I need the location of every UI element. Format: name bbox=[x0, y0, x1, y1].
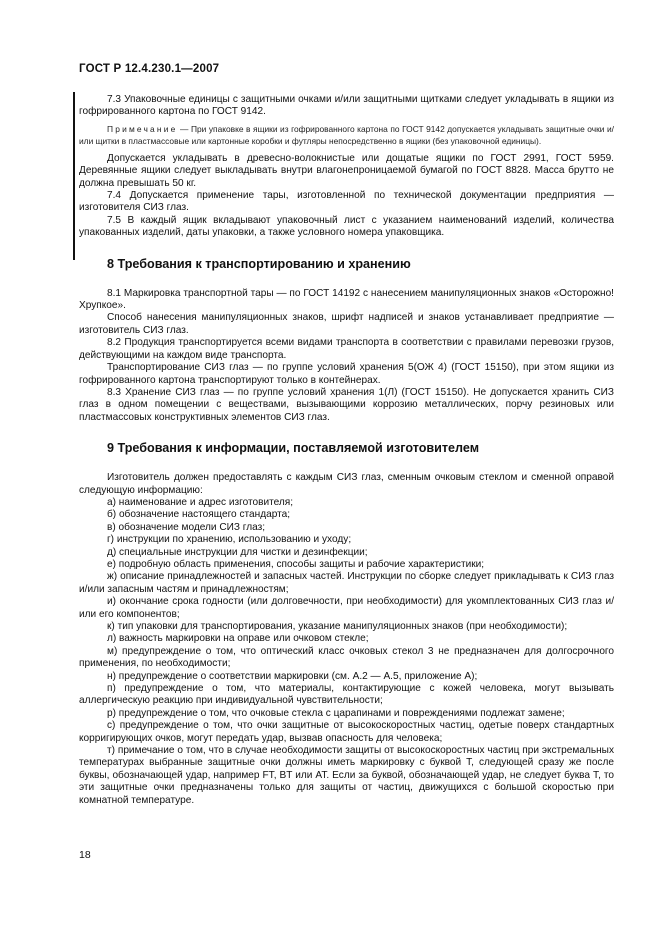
list-item: е) подробную область применения, способы защиты и рабочие характеристики; bbox=[107, 558, 485, 570]
note-text: — При упаковке в ящики из гофрированного картона по ГОСТ 9142 допускается укладывать защитные очки и/или щитки в пластмассовые или картонные коробки и футляры непосредственно в ящики (без упаковочной единицы). bbox=[79, 123, 614, 146]
paragraph-8-3: 8.3 Хранение СИЗ глаз — по группе условий хранения 1(Л) (ГОСТ 15150). Не допускается хранить СИЗ глаз в одном помещении с веществами, вызывающими коррозию металлических, порчу резиновых или пластмассовых конструктивных элементов СИЗ глаз. bbox=[79, 386, 614, 423]
change-margin-bar bbox=[73, 92, 75, 260]
paragraph-8-2: 8.2 Продукция транспортируется всеми видами транспорта в соответствии с правилами перевозки грузов, действующими на каждом виде транспорта. bbox=[79, 337, 614, 361]
paragraph-7-3-b: Допускается укладывать в древесно-волокнистые или дощатые ящики по ГОСТ 2991, ГОСТ 5959. Деревянные ящики следует выкладывать внутри влагонепроницаемой бумагой по ГОСТ 8828. Масса брутто не должна превышать 50 кг. bbox=[79, 152, 614, 189]
list-item: б) обозначение настоящего стандарта; bbox=[107, 509, 291, 521]
list-item: п) предупреждение о том, что материалы, контактирующие с кожей человека, могут вызывать аллергическую реакцию при индивидуальной чувствительности; bbox=[79, 683, 614, 707]
paragraph-7-5: 7.5 В каждый ящик вкладывают упаковочный лист с указанием наименований изделий, количества упакованных изделий, даты упаковки, а также условного номера упаковщика. bbox=[79, 214, 614, 239]
list-item: т) примечание о том, что в случае необходимости защиты от высокоскоростных частиц при экстремальных температурах выбранные защитные очки должны иметь маркировку с буквой Т, следующей сразу же после буквы, обозначающей удар, например FT, BT или АТ. Если за буквой, обозначающей удар, не следует буква Т, то эти защитные очки предназначены только для защиты от частиц, движущихся с большой скоростью при комнатной температуре. bbox=[79, 745, 614, 806]
list-item: к) тип упаковки для транспортирования, указание манипуляционных знаков (при необходимости); bbox=[107, 621, 568, 632]
section-8-heading: 8 Требования к транспортированию и хранению bbox=[107, 256, 411, 271]
list-item: ж) описание принадлежностей и запасных частей. Инструкции по сборке следует прикладывать к СИЗ глаз и/или запасным частям и принадлежностям; bbox=[79, 571, 614, 595]
info-list bbox=[79, 497, 614, 807]
note-label: Примечание bbox=[107, 123, 178, 134]
paragraph-8-2-b: Транспортирование СИЗ глаз — по группе условий хранения 5(ОЖ 4) (ГОСТ 15150), при этом ящики из гофрированного картона транспортируют только в контейнерах. bbox=[79, 362, 614, 386]
page-number: 18 bbox=[79, 849, 91, 861]
list-item: с) предупреждение о том, что очки защитные от высокоскоростных частиц, одетые поверх стандартных корригирующих очков, могут передать удар, вызвав опасность для человека; bbox=[79, 720, 614, 744]
note bbox=[79, 123, 614, 147]
paragraph-9-intro: Изготовитель должен предоставлять с каждым СИЗ глаз, сменным очковым стеклом и сменной оправой следующую информацию: bbox=[79, 472, 614, 496]
list-item: р) предупреждение о том, что очковые стекла с царапинами и повреждениями подлежат замене; bbox=[107, 707, 565, 719]
paragraph-8-1: 8.1 Маркировка транспортной тары — по ГОСТ 14192 с нанесением манипуляционных знаков «Осторожно! Хрупкое». bbox=[79, 287, 614, 312]
list-item: г) инструкции по хранению, использованию и уходу; bbox=[107, 534, 352, 546]
list-item: а) наименование и адрес изготовителя; bbox=[107, 496, 294, 508]
list-item: д) специальные инструкции для чистки и дезинфекции; bbox=[107, 546, 368, 558]
list-item: в) обозначение модели СИЗ глаз; bbox=[107, 521, 266, 533]
document-header: ГОСТ Р 12.4.230.1—2007 bbox=[79, 63, 220, 75]
page-content bbox=[79, 94, 614, 807]
list-item: м) предупреждение о том, что оптический класс очковых стекол 3 не предназначен для долгосрочного применения, по необходимости; bbox=[79, 645, 614, 670]
list-item: л) важность маркировки на оправе или очковом стекле; bbox=[107, 633, 369, 645]
section-9-heading: 9 Требования к информации, поставляемой изготовителем bbox=[107, 441, 480, 456]
paragraph-7-3: 7.3 Упаковочные единицы с защитными очками и/или защитными щитками следует укладывать в ящики из гофрированного картона по ГОСТ 9142. bbox=[79, 94, 614, 118]
list-item: и) окончание срока годности (или долговечности, при необходимости) для укомплектованных СИЗ глаз и/или его компонентов; bbox=[79, 596, 614, 620]
list-item: н) предупреждение о соответствии маркировки (см. А.2 — А.5, приложение А); bbox=[107, 670, 478, 682]
paragraph-8-1-b: Способ нанесения манипуляционных знаков, шрифт надписей и знаков устанавливает предприятие — изготовитель СИЗ глаз. bbox=[79, 312, 614, 336]
paragraph-7-4: 7.4 Допускается применение тары, изготовленной по технической документации предприятия — изготовителя СИЗ глаз. bbox=[79, 190, 614, 214]
